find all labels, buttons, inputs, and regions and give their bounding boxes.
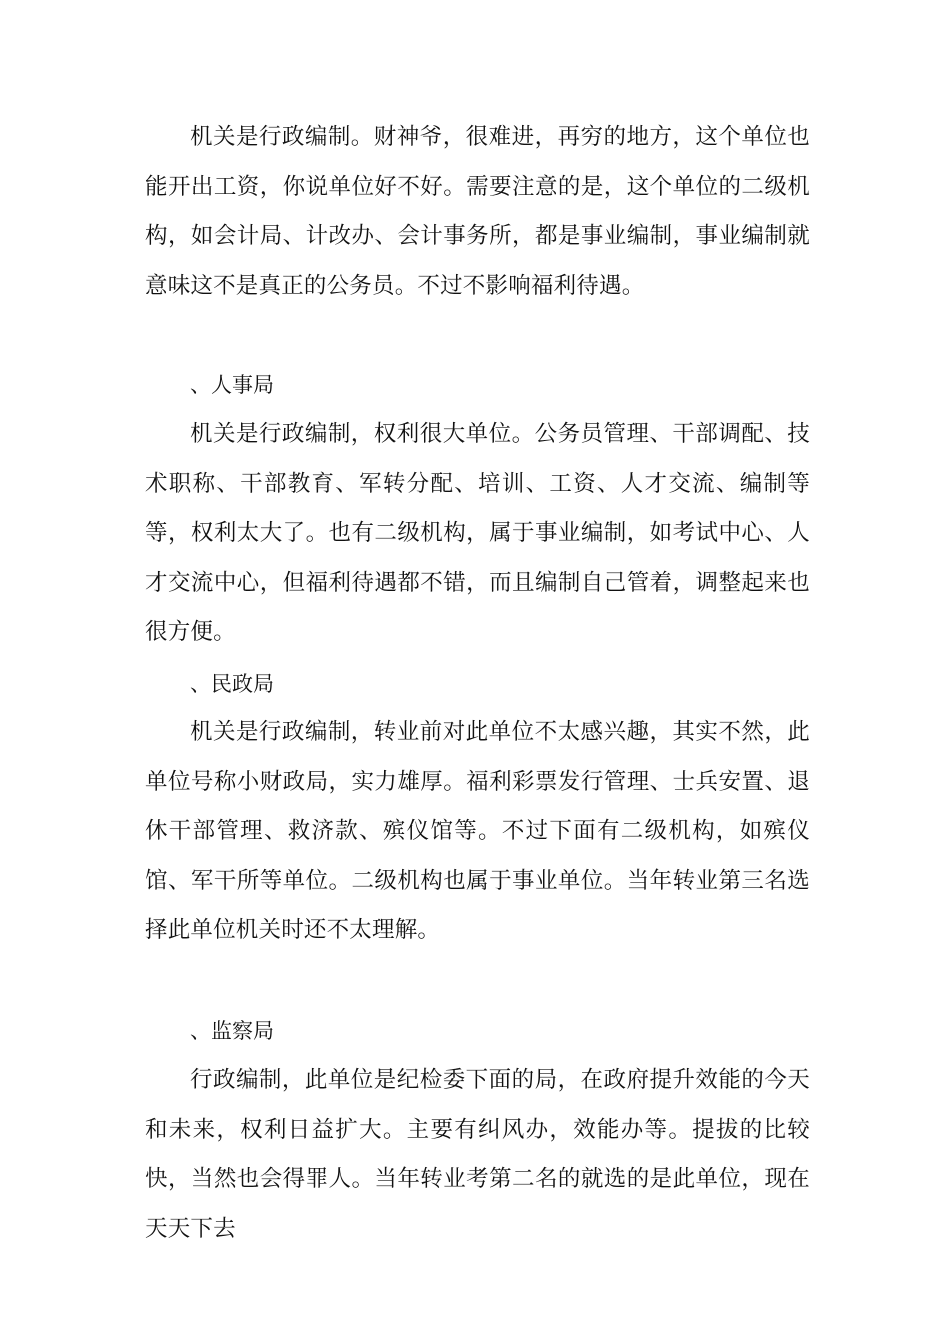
- section-heading-civil-affairs-bureau: 、民政局: [190, 672, 274, 696]
- body-paragraph: 行政编制，此单位是纪检委下面的局，在政府提升效能的今天和未来，权利日益扩大。主要有纠风办，效能办等。提拔的比较快，当然也会得罪人。当年转业考第二名的就选的是此单位，现在天天下去: [145, 1067, 810, 1242]
- section-heading-supervision-bureau: 、监察局: [190, 1019, 274, 1043]
- body-paragraph: 机关是行政编制，权利很大单位。公务员管理、干部调配、技术职称、干部教育、军转分配、培训、工资、人才交流、编制等等，权利太大了。也有二级机构，属于事业编制，如考试中心、人才交流中心，但福利待遇都不错，而且编制自己管着，调整起来也很方便。: [145, 421, 810, 645]
- section-heading-personnel-bureau: 、人事局: [190, 373, 274, 397]
- body-paragraph: 机关是行政编制。财神爷，很难进，再穷的地方，这个单位也能开出工资，你说单位好不好。需要注意的是，这个单位的二级机构，如会计局、计改办、会计事务所，都是事业编制，事业编制就意味这不是真正的公务员。不过不影响福利待遇。: [145, 124, 810, 299]
- body-paragraph: 机关是行政编制，转业前对此单位不太感兴趣，其实不然，此单位号称小财政局，实力雄厚。福利彩票发行管理、士兵安置、退休干部管理、救济款、殡仪馆等。不过下面有二级机构，如殡仪馆、军干所等单位。二级机构也属于事业单位。当年转业第三名选择此单位机关时还不太理解。: [145, 719, 810, 943]
